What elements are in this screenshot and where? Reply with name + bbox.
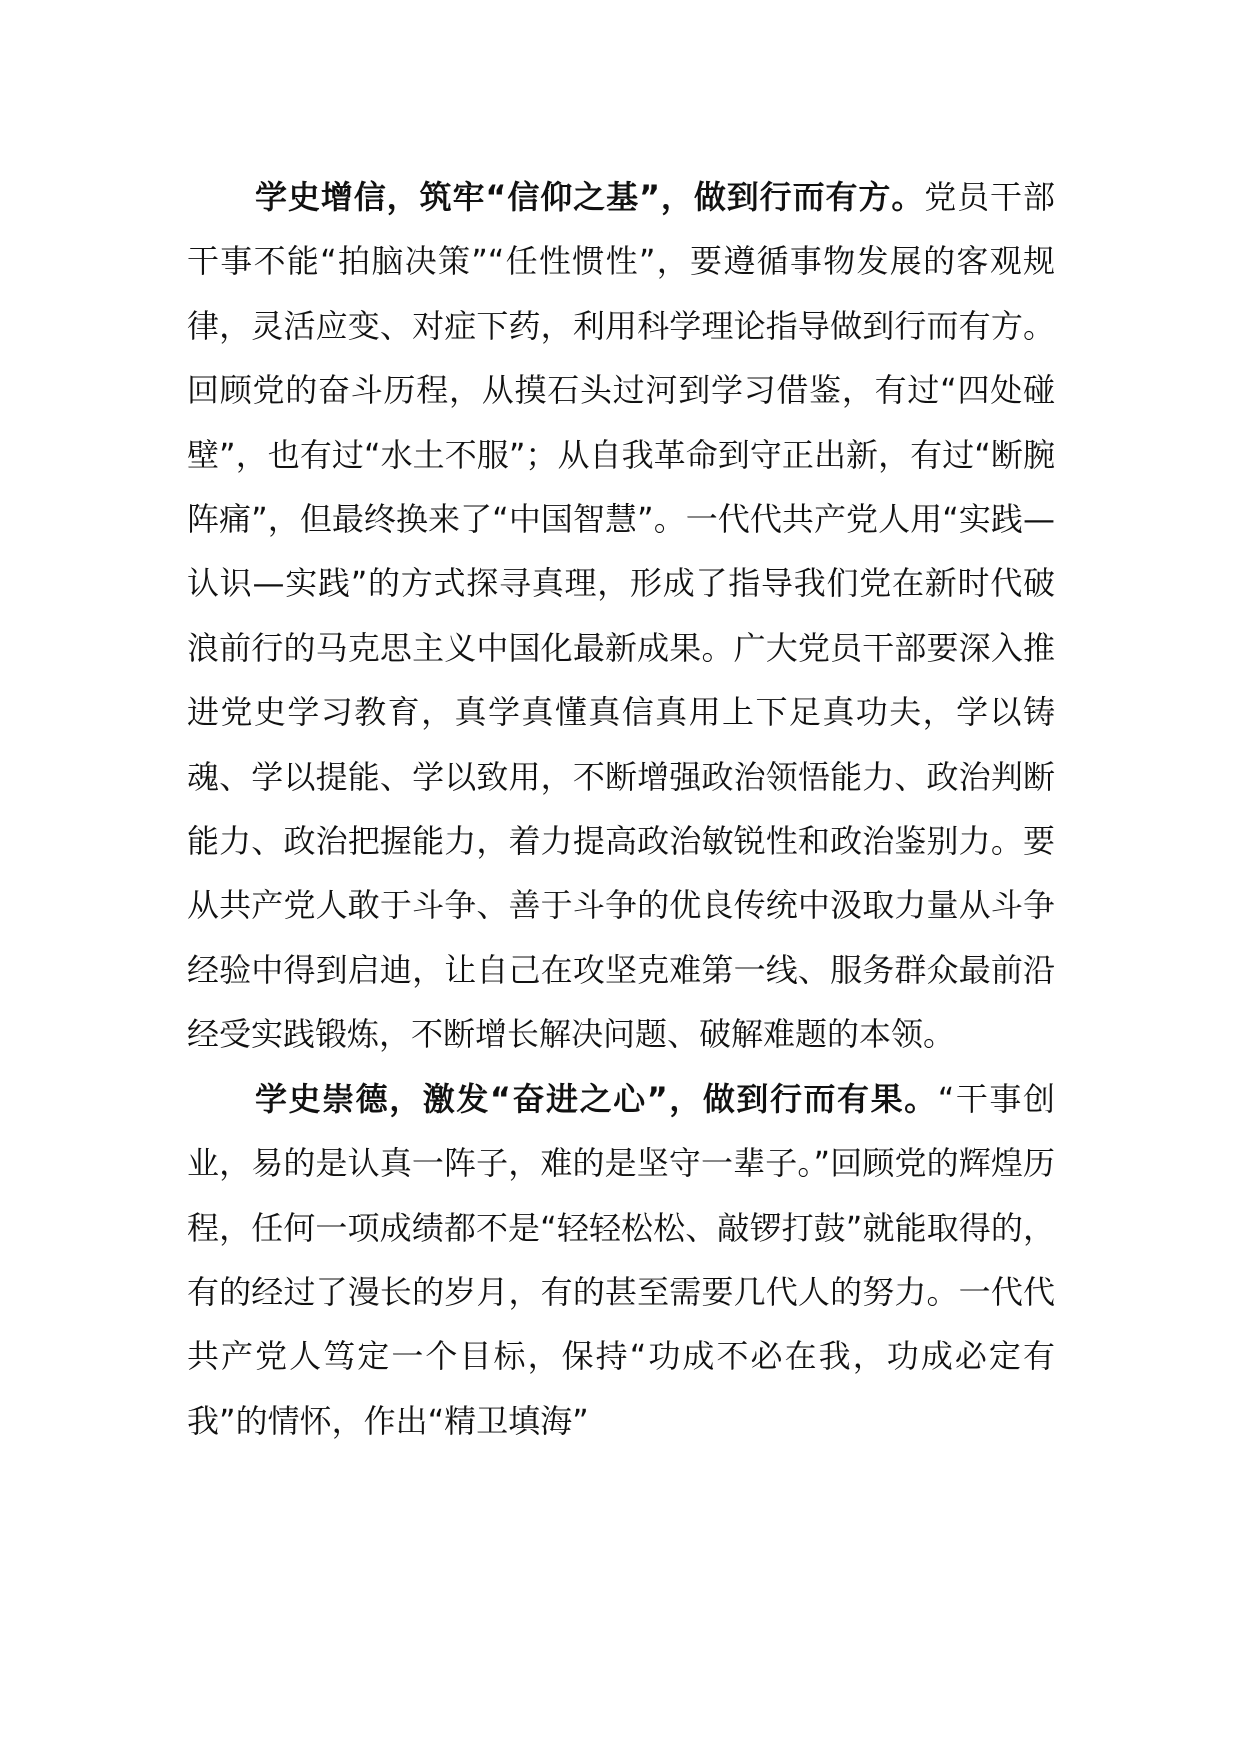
document-body [187,165,1055,1453]
paragraph-heading: 学史崇德，激发“奋进之心”，做到行而有果。 [255,1079,938,1118]
paragraph-text: 党员干部干事不能“拍脑决策”“任性惯性”，要遵循事物发展的客观规律，灵活应变、对症下药，利用科学理论指导做到行而有方。回顾党的奋斗历程，从摸石头过河到学习借鉴，有过“四处碰壁”，也有过“水土不服”；从自我革命到守正出新，有过“断腕阵痛”，但最终换来了“中国智慧”。一代代共产党人用“实践—认识—实践”的方式探寻真理，形成了指导我们党在新时代破浪前行的马克思主义中国化最新成果。广大党员干部要深入推进党史学习教育，真学真懂真信真用上下足真功夫，学以铸魂、学以提能、学以致用，不断增强政治领悟能力、政治判断能力、政治把握能力，着力提高政治敏锐性和政治鉴别力。要从共产党人敢于斗争、善于斗争的优良传统中汲取力量从斗争经验中得到启迪，让自己在攻坚克难第一线、服务群众最前沿经受实践锻炼，不断增长解决问题、破解难题的本领。 [187,178,1055,1054]
paragraph-faith [187,165,1055,1067]
paragraph-heading: 学史增信，筑牢“信仰之基”，做到行而有方。 [255,178,925,216]
paragraph-virtue [187,1067,1055,1453]
paragraph-text: “干事创业，易的是认真一阵子，难的是坚守一辈子。”回顾党的辉煌历程，任何一项成绩都不是“轻轻松松、敲锣打鼓”就能取得的，有的经过了漫长的岁月，有的甚至需要几代人的努力。一代代共产党人笃定一个目标，保持“功成不必在我，功成必定有我”的情怀，作出“精卫填海” [187,1079,1055,1440]
